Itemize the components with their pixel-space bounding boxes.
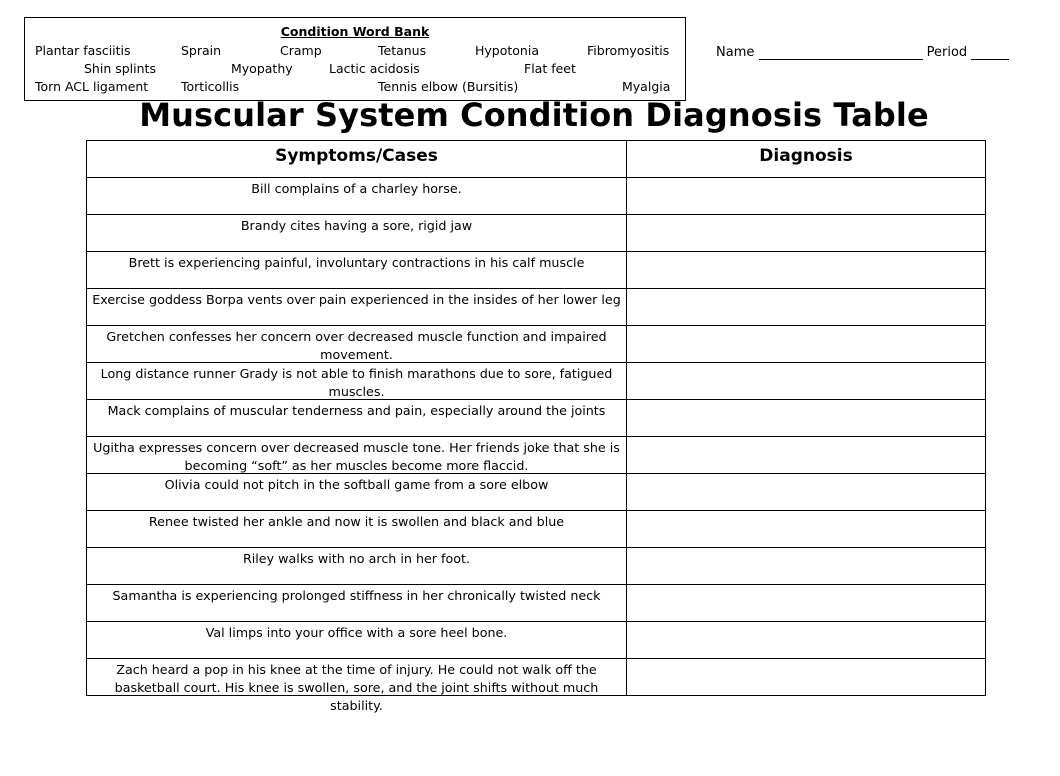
diagnosis-cell[interactable]: [627, 215, 985, 251]
table-row: [87, 215, 985, 252]
student-info: [716, 45, 1009, 60]
table-row: [87, 585, 985, 622]
table-row: [87, 289, 985, 326]
table-row: [87, 363, 985, 400]
period-label: Period: [926, 45, 968, 60]
symptom-cell: Long distance runner Grady is not able to finish marathons due to sore, fatigued muscles.: [87, 363, 627, 399]
diagnosis-cell[interactable]: [627, 659, 985, 695]
word-bank-term: Torn ACL ligament: [35, 79, 149, 94]
table-row: [87, 474, 985, 511]
diagnosis-cell[interactable]: [627, 622, 985, 658]
diagnosis-cell[interactable]: [627, 326, 985, 362]
word-bank-term: Tetanus: [378, 43, 427, 58]
word-bank-term: Sprain: [181, 43, 222, 58]
symptom-cell: Samantha is experiencing prolonged stiffness in her chronically twisted neck: [87, 585, 627, 621]
word-bank-term: Tennis elbow (Bursitis): [378, 79, 519, 94]
symptom-cell: Gretchen confesses her concern over decreased muscle function and impaired movement.: [87, 326, 627, 362]
diagnosis-cell[interactable]: [627, 289, 985, 325]
table-row: [87, 659, 985, 713]
symptom-cell: Riley walks with no arch in her foot.: [87, 548, 627, 584]
word-bank-term: Torticollis: [181, 79, 240, 94]
word-bank-term: Flat feet: [524, 61, 576, 76]
symptom-cell: Brett is experiencing painful, involuntary contractions in his calf muscle: [87, 252, 627, 288]
symptom-cell: Brandy cites having a sore, rigid jaw: [87, 215, 627, 251]
table-row: [87, 252, 985, 289]
word-bank-term: Cramp: [280, 43, 322, 58]
table-row: [87, 511, 985, 548]
diagnosis-cell[interactable]: [627, 548, 985, 584]
name-field[interactable]: [759, 46, 923, 60]
symptom-cell: Ugitha expresses concern over decreased muscle tone. Her friends joke that she is becoming “soft” as her muscles become more flaccid.: [87, 437, 627, 473]
name-label: Name: [716, 45, 755, 60]
table-row: [87, 326, 985, 363]
symptoms-header: Symptoms/Cases: [87, 141, 627, 177]
table-row: [87, 437, 985, 474]
symptom-cell: Zach heard a pop in his knee at the time of injury. He could not walk off the basketball court. His knee is swollen, sore, and the joint shifts without much stability.: [87, 659, 627, 695]
symptom-cell: Bill complains of a charley horse.: [87, 178, 627, 214]
word-bank-term: Plantar fasciitis: [35, 43, 131, 58]
page-title: Muscular System Condition Diagnosis Table: [139, 96, 929, 134]
word-bank: [24, 17, 686, 101]
table-row: [87, 548, 985, 585]
diagnosis-cell[interactable]: [627, 252, 985, 288]
table-row: [87, 400, 985, 437]
word-bank-term: Fibromyositis: [587, 43, 670, 58]
word-bank-term: Lactic acidosis: [329, 61, 420, 76]
symptom-cell: Mack complains of muscular tenderness and pain, especially around the joints: [87, 400, 627, 436]
word-bank-term: Hypotonia: [475, 43, 539, 58]
diagnosis-header: Diagnosis: [759, 146, 853, 166]
word-bank-term: Myopathy: [231, 61, 293, 76]
period-field[interactable]: [971, 46, 1009, 60]
word-bank-term: Shin splints: [84, 61, 156, 76]
word-bank-term: Myalgia: [622, 79, 671, 94]
table-row: [87, 622, 985, 659]
diagnosis-table: [86, 140, 986, 713]
diagnosis-cell[interactable]: [627, 363, 985, 399]
table-row: [87, 178, 985, 215]
symptom-cell: Val limps into your office with a sore heel bone.: [87, 622, 627, 658]
table-header-row: [87, 141, 985, 178]
diagnosis-cell[interactable]: [627, 178, 985, 214]
symptom-cell: Olivia could not pitch in the softball game from a sore elbow: [87, 474, 627, 510]
word-bank-title: Condition Word Bank: [280, 24, 430, 39]
diagnosis-cell[interactable]: [627, 400, 985, 436]
diagnosis-cell[interactable]: [627, 585, 985, 621]
diagnosis-cell[interactable]: [627, 437, 985, 473]
symptom-cell: Exercise goddess Borpa vents over pain experienced in the insides of her lower leg: [87, 289, 627, 325]
diagnosis-cell[interactable]: [627, 511, 985, 547]
diagnosis-cell[interactable]: [627, 474, 985, 510]
symptom-cell: Renee twisted her ankle and now it is swollen and black and blue: [87, 511, 627, 547]
